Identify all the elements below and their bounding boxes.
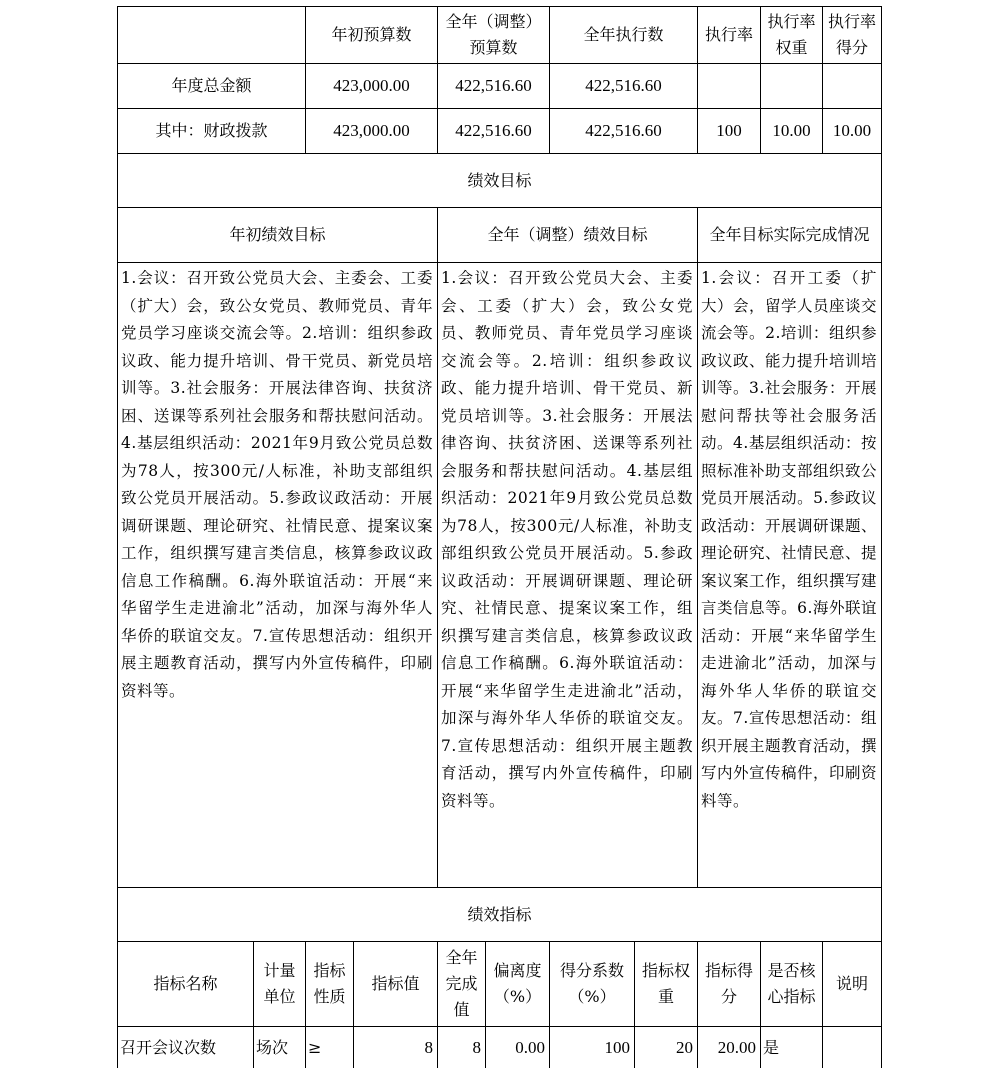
budget-row-score xyxy=(823,64,881,108)
ind-row-core: 是 xyxy=(763,1037,780,1057)
ind-row-score: 20.00 xyxy=(717,1037,756,1057)
ind-header-target: 指标值 xyxy=(371,974,420,993)
budget-row-initial: 423,000.00 xyxy=(333,121,410,140)
ind-row-weight: 20 xyxy=(676,1037,693,1057)
goals-header-actual: 全年目标实际完成情况 xyxy=(709,225,870,244)
goals-actual-text: 1.会议：召开工委（扩大）会，留学人员座谈交流会等。2.培训：组织参政议政、能力提升培训培训等。3.社会服务：开展慰问帮扶等社会服务活动。4.基层组织活动：按照标准补助支部组织致公党员开展活动。5.参政议政活动：开展调研课题、理论研究、社情民意、提案议案工作，组织撰写建言类信息等。6.海外联谊活动：开展“来华留学生走进渝北”活动，加深与海外华人华侨的联谊交友。7.宣传思想活动：组织开展主题教育活动，撰写内外宣传稿件，印刷资料等。 xyxy=(701,269,878,810)
budget-header-executed: 全年执行数 xyxy=(583,25,664,44)
ind-header-weight: 指标权重 xyxy=(641,961,690,1006)
ind-row-target: 8 xyxy=(424,1037,433,1057)
budget-row-label: 年度总金额 xyxy=(171,76,252,95)
budget-row-executed: 422,516.60 xyxy=(585,121,662,140)
ind-row-note xyxy=(823,1027,881,1068)
indicators-section-title: 绩效指标 xyxy=(467,904,532,924)
budget-row-rate: 100 xyxy=(716,121,742,140)
ind-header-actual: 全年完成值 xyxy=(445,948,478,1019)
budget-row-executed: 422,516.60 xyxy=(585,76,662,95)
ind-row-deviation: 0.00 xyxy=(515,1037,545,1057)
goals-header-adjusted: 全年（调整）绩效目标 xyxy=(487,225,648,244)
ind-header-core: 是否核心指标 xyxy=(767,961,816,1006)
ind-header-name: 指标名称 xyxy=(153,974,218,993)
ind-row-unit: 场次 xyxy=(256,1037,289,1057)
budget-header-adjusted: 全年（调整）预算数 xyxy=(445,12,542,57)
ind-header-coef: 得分系数（%） xyxy=(559,961,624,1006)
budget-header-weight: 执行率权重 xyxy=(767,12,816,57)
ind-row-coef: 100 xyxy=(604,1037,630,1057)
budget-header-score: 执行率得分 xyxy=(827,12,876,57)
goals-initial-text: 1.会议：召开致公党员大会、主委会、工委（扩大）会，致公女党员、教师党员、青年党员学习座谈交流会等。2.培训：组织参政议政、能力提升培训、骨干党员、新党员培训等。3.社会服务：开展法律咨询、扶贫济困、送课等系列社会服务和帮扶慰问活动。4.基层组织活动：2021年9月致公党员总数为78人，按300元/人标准，补助支部组织致公党员开展活动。5.参政议政活动：开展调研课题、理论研究、社情民意、提案议案工作，组织撰写建言类信息，核算参政议政信息工作稿酬。6.海外联谊活动：开展“来华留学生走进渝北”活动，加深与海外华人华侨的联谊交友。7.宣传思想活动：组织开展主题教育活动，撰写内外宣传稿件，印刷资料等。 xyxy=(121,269,433,700)
ind-header-nature: 指标性质 xyxy=(313,961,346,1006)
budget-row-weight: 10.00 xyxy=(772,121,811,140)
goals-section-title: 绩效目标 xyxy=(467,170,532,190)
budget-row-adjusted: 422,516.60 xyxy=(455,76,532,95)
ind-header-deviation: 偏离度（%） xyxy=(493,961,542,1006)
budget-row-score: 10.00 xyxy=(832,121,872,140)
ind-row-nature: ≥ xyxy=(308,1037,322,1057)
ind-header-note: 说明 xyxy=(835,974,868,993)
budget-header-initial: 年初预算数 xyxy=(331,25,412,44)
ind-row-name: 召开会议次数 xyxy=(120,1037,217,1057)
budget-row-adjusted: 422,516.60 xyxy=(455,121,532,140)
ind-row-actual: 8 xyxy=(472,1037,481,1057)
budget-row-rate xyxy=(698,64,760,108)
ind-header-unit: 计量单位 xyxy=(263,961,296,1006)
budget-row-weight xyxy=(761,64,822,108)
budget-row-label: 其中：财政拨款 xyxy=(155,121,268,140)
budget-header-rate: 执行率 xyxy=(704,25,753,44)
budget-header-blank xyxy=(118,7,305,63)
ind-header-score: 指标得分 xyxy=(704,961,753,1006)
goals-header-initial: 年初绩效目标 xyxy=(229,225,326,244)
budget-row-initial: 423,000.00 xyxy=(333,76,410,95)
goals-adjusted-text: 1.会议：召开致公党员大会、主委会、工委（扩大）会，致公女党员、教师党员、青年党员学习座谈交流会等。2.培训：组织参政议政、能力提升培训、骨干党员、新党员培训等。3.社会服务：开展法律咨询、扶贫济困、送课等系列社会服务和帮扶慰问活动。4.基层组织活动：2021年9月致公党员总数为78人，按300元/人标准，补助支部组织致公党员开展活动。5.参政议政活动：开展调研课题、理论研究、社情民意、提案议案工作，组织撰写建言类信息，核算参政议政信息工作稿酬。6.海外联谊活动：开展“来华留学生走进渝北”活动，加深与海外华人华侨的联谊交友。7.宣传思想活动：组织开展主题教育活动，撰写内外宣传稿件，印刷资料等。 xyxy=(441,269,693,810)
